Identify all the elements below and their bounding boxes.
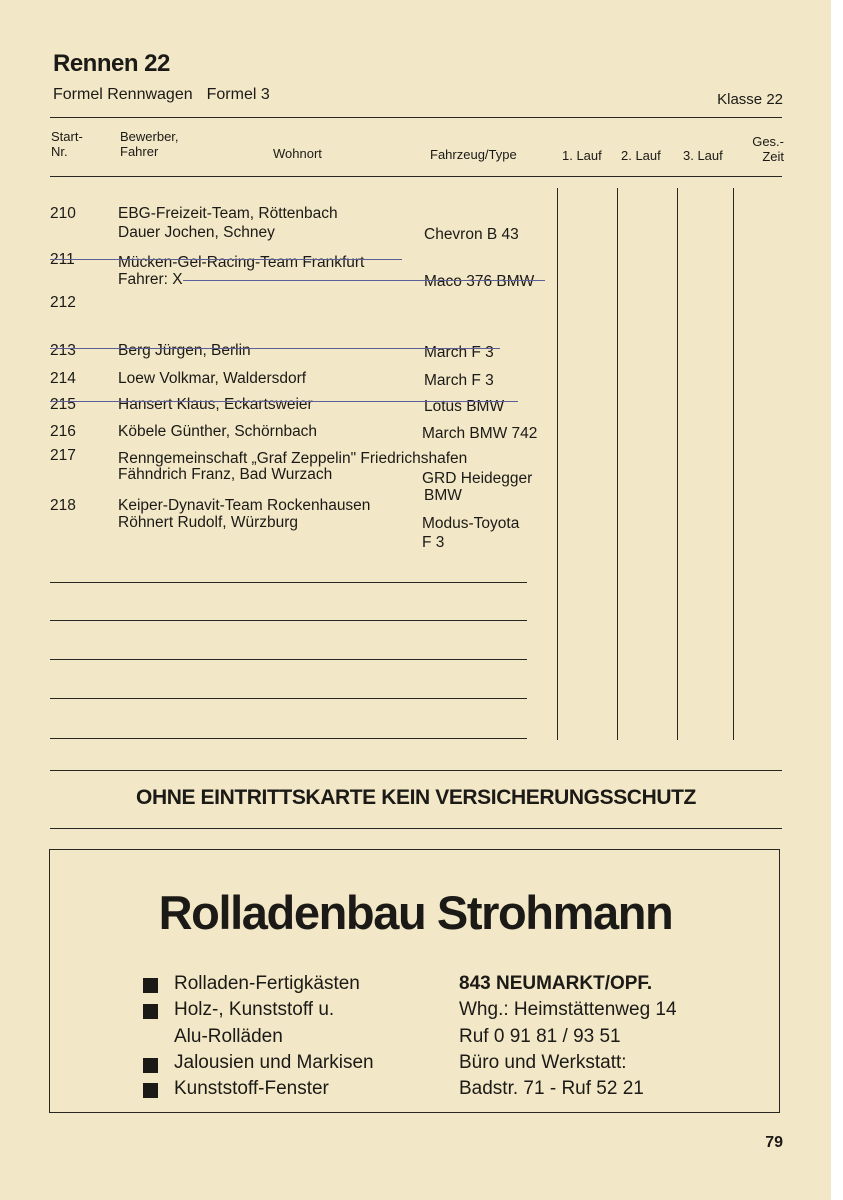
header-lauf2: 2. Lauf — [621, 148, 661, 163]
entry-driver: Dauer Jochen, Schney — [118, 224, 275, 241]
ad-product: Kunststoff-Fenster — [174, 1078, 329, 1099]
entry-entrant: Berg Jürgen, Berlin — [118, 342, 251, 359]
header-bewerber-line1: Bewerber, — [120, 129, 179, 144]
header-gesamt-line1: Ges.- — [752, 134, 784, 149]
entry-car: Modus-Toyota — [422, 515, 520, 532]
bullet-square-icon — [143, 1058, 158, 1073]
entry-car-line2: BMW — [424, 487, 462, 504]
entry-entrant: Mücken-Gel-Racing-Team Frankfurt — [118, 254, 365, 271]
ad-address-line: Büro und Werkstatt: — [459, 1052, 627, 1073]
advertisement-box — [49, 849, 780, 1113]
entry-driver: Röhnert Rudolf, Würzburg — [118, 514, 299, 531]
bullet-square-icon — [143, 1083, 158, 1098]
header-fahrzeug: Fahrzeug/Type — [430, 147, 517, 162]
strikethrough-line — [183, 280, 545, 281]
header-gesamt-line2: Zeit — [762, 149, 784, 164]
race-title: Rennen 22 — [53, 50, 170, 77]
race-subtitle — [53, 86, 270, 104]
bullet-square-icon — [143, 978, 158, 993]
entry-nr: 210 — [50, 205, 76, 222]
entry-entrant: Loew Volkmar, Waldersdorf — [118, 370, 307, 387]
strikethrough-line — [50, 401, 518, 402]
page-number: 79 — [765, 1134, 783, 1151]
entry-entrant: Köbele Günther, Schörnbach — [118, 423, 318, 440]
entry-nr: 216 — [50, 423, 76, 440]
ad-product: Holz-, Kunststoff u. — [174, 999, 335, 1020]
header-bewerber-line2: Fahrer — [120, 144, 159, 159]
ad-address-line: Ruf 0 91 81 / 93 51 — [459, 1026, 621, 1047]
strikethrough-line — [50, 259, 402, 260]
page-edge — [831, 0, 843, 1200]
banner-bottom-rule — [50, 828, 782, 829]
entry-entrant: Renngemeinschaft „Graf Zeppelin" Friedrichshafen — [118, 450, 468, 467]
blank-entry-line — [50, 698, 527, 699]
entry-entrant: EBG-Freizeit-Team, Röttenbach — [118, 205, 338, 222]
entry-nr: 211 — [50, 251, 75, 268]
header-gesamt — [744, 134, 784, 164]
ad-title: Rolladenbau Strohmann — [158, 886, 673, 939]
column-divider-lauf1 — [557, 188, 558, 740]
entry-car: Maco 376 BMW — [424, 273, 535, 290]
blank-entry-line — [50, 620, 527, 621]
entry-car: March F 3 — [424, 344, 494, 361]
header-start-line1: Start- — [51, 129, 83, 144]
entry-driver: Fahrer: X — [118, 271, 183, 288]
entry-car: March BMW 742 — [422, 425, 538, 442]
race-category: Formel Rennwagen — [53, 86, 193, 103]
ad-address-line: Whg.: Heimstättenweg 14 — [459, 999, 677, 1020]
ad-address-line: Badstr. 71 - Ruf 52 21 — [459, 1078, 644, 1099]
bullet-square-icon — [143, 1004, 158, 1019]
blank-entry-line — [50, 659, 527, 660]
column-divider-lauf3 — [677, 188, 678, 740]
entry-entrant: Keiper-Dynavit-Team Rockenhausen — [118, 497, 371, 514]
entry-nr: 212 — [50, 294, 76, 311]
ad-address-city: 843 NEUMARKT/OPF. — [459, 973, 653, 994]
header-lauf3: 3. Lauf — [683, 148, 723, 163]
strikethrough-line — [50, 348, 500, 349]
header-top-rule — [50, 117, 782, 118]
header-wohnort: Wohnort — [273, 146, 322, 161]
entry-nr: 218 — [50, 497, 76, 514]
banner-top-rule — [50, 770, 782, 771]
column-divider-gesamt — [733, 188, 734, 740]
entry-nr: 214 — [50, 370, 76, 387]
entry-car: Chevron B 43 — [424, 226, 519, 243]
header-bewerber — [120, 129, 179, 159]
column-divider-lauf2 — [617, 188, 618, 740]
entry-car: Lotus BMW — [424, 398, 505, 415]
ad-product: Alu-Rolläden — [174, 1026, 283, 1047]
header-start-line2: Nr. — [51, 144, 68, 159]
ad-product: Jalousien und Markisen — [174, 1052, 374, 1073]
race-formula: Formel 3 — [206, 86, 270, 103]
header-start-nr — [51, 129, 83, 159]
header-lauf1: 1. Lauf — [562, 148, 602, 163]
entry-driver: Fähndrich Franz, Bad Wurzach — [118, 466, 333, 483]
entry-car: GRD Heidegger — [422, 470, 533, 487]
entry-nr: 217 — [50, 447, 76, 464]
header-bottom-rule — [50, 176, 782, 177]
entry-car-line2: F 3 — [422, 534, 445, 551]
entry-car: March F 3 — [424, 372, 494, 389]
entry-entrant: Hansert Klaus, Eckartsweier — [118, 396, 313, 413]
entry-nr: 213 — [50, 342, 76, 359]
blank-entry-line — [50, 738, 527, 739]
race-class: Klasse 22 — [717, 91, 783, 108]
entry-nr: 215 — [50, 396, 76, 413]
insurance-banner: OHNE EINTRITTSKARTE KEIN VERSICHERUNGSSCHUTZ — [136, 786, 696, 809]
ad-product: Rolladen-Fertigkästen — [174, 973, 360, 994]
blank-entry-line — [50, 582, 527, 583]
